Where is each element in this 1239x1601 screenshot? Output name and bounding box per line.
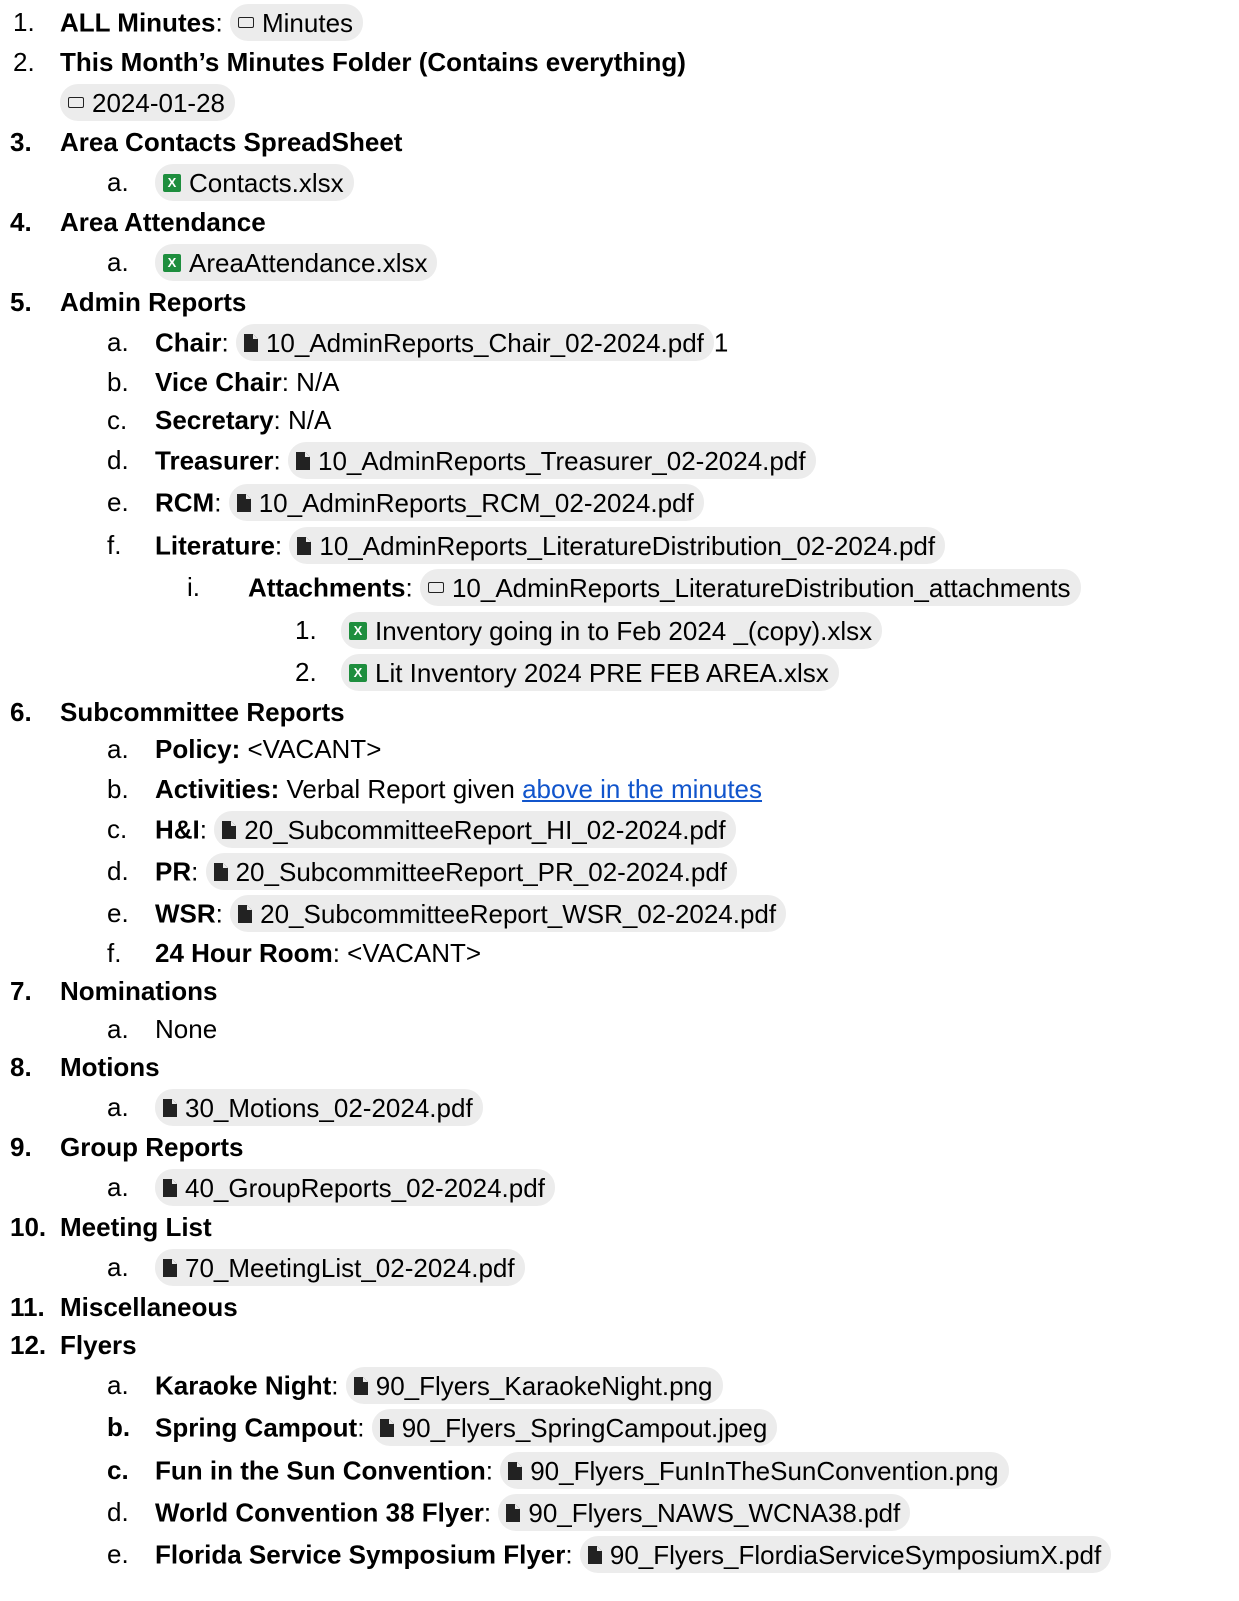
folder-icon bbox=[428, 582, 444, 593]
item-text: N/A bbox=[280, 405, 332, 435]
item-content bbox=[341, 656, 839, 693]
item-content bbox=[155, 444, 816, 481]
list-marker: d. bbox=[107, 445, 129, 475]
file-chip[interactable] bbox=[155, 1169, 555, 1206]
file-chip-name: AreaAttendance.xlsx bbox=[189, 247, 428, 278]
file-chip-name: 10_AdminReports_LiteratureDistribution_02-2024.pdf bbox=[319, 530, 936, 561]
list-marker: b. bbox=[107, 1412, 131, 1442]
list-marker: a. bbox=[107, 327, 129, 357]
item-content bbox=[155, 937, 481, 969]
list-marker: d. bbox=[107, 856, 129, 886]
file-chip[interactable] bbox=[236, 324, 714, 361]
item-label: Karaoke Night bbox=[155, 1370, 332, 1401]
file-chip-name: 10_AdminReports_Chair_02-2024.pdf bbox=[265, 327, 704, 358]
label-separator: : bbox=[221, 327, 229, 358]
item-label: RCM bbox=[155, 487, 215, 518]
file-chip-name: 20_SubcommitteeReport_PR_02-2024.pdf bbox=[235, 856, 728, 887]
item-content bbox=[155, 1171, 555, 1208]
list-marker: a. bbox=[107, 1092, 129, 1122]
item-label: Vice Chair bbox=[155, 367, 282, 397]
list-marker: c. bbox=[107, 405, 128, 435]
file-chip[interactable] bbox=[214, 811, 735, 848]
item-content bbox=[155, 326, 728, 363]
file-chip[interactable] bbox=[230, 895, 786, 932]
item-content bbox=[341, 614, 882, 651]
list-marker: d. bbox=[107, 1497, 129, 1527]
item-content bbox=[155, 733, 381, 765]
label-separator: : bbox=[357, 1412, 365, 1443]
list-marker: a. bbox=[107, 1252, 129, 1282]
list-marker: e. bbox=[107, 898, 129, 928]
item-content bbox=[60, 126, 402, 158]
file-chip[interactable] bbox=[500, 1452, 1008, 1489]
file-chip[interactable] bbox=[155, 164, 354, 201]
document-icon bbox=[506, 1504, 520, 1522]
item-content bbox=[155, 1411, 777, 1448]
item-content bbox=[60, 1329, 137, 1361]
list-marker: a. bbox=[107, 167, 129, 197]
list-marker: 11. bbox=[10, 1292, 45, 1322]
file-chip-name: 10_AdminReports_LiteratureDistribution_attachments bbox=[451, 572, 1071, 603]
list-marker: 3. bbox=[10, 127, 32, 157]
item-label: Literature bbox=[155, 530, 275, 561]
file-chip-name: 2024-01-28 bbox=[92, 87, 225, 118]
document-icon bbox=[163, 1259, 177, 1277]
label-separator: : bbox=[281, 367, 289, 397]
file-chip-name: Inventory going in to Feb 2024 _(copy).xlsx bbox=[375, 615, 873, 646]
item-label: Florida Service Symposium Flyer bbox=[155, 1539, 566, 1570]
item-label: Group Reports bbox=[60, 1132, 244, 1162]
item-content bbox=[155, 166, 354, 203]
document-icon bbox=[380, 1419, 394, 1437]
list-marker: 12. bbox=[10, 1330, 47, 1360]
item-content bbox=[155, 486, 704, 523]
minutes-link[interactable]: above in the minutes bbox=[522, 774, 763, 804]
label-separator: : bbox=[215, 898, 223, 929]
file-chip[interactable] bbox=[288, 442, 816, 479]
file-chip-name: 20_SubcommitteeReport_HI_02-2024.pdf bbox=[244, 814, 726, 845]
item-content bbox=[60, 286, 246, 318]
item-text: <VACANT> bbox=[339, 938, 482, 968]
file-chip-name: Minutes bbox=[262, 7, 354, 38]
list-marker: 4. bbox=[10, 207, 32, 237]
file-chip[interactable] bbox=[372, 1409, 778, 1446]
file-chip-name: 70_MeetingList_02-2024.pdf bbox=[185, 1252, 515, 1283]
spreadsheet-icon: X bbox=[349, 622, 367, 640]
file-chip-name: 90_Flyers_KaraokeNight.png bbox=[375, 1370, 713, 1401]
folder-icon bbox=[238, 17, 254, 28]
item-label: Nominations bbox=[60, 976, 218, 1006]
item-label: Activities: bbox=[155, 774, 280, 804]
document-icon bbox=[222, 821, 236, 839]
item-content bbox=[60, 1051, 160, 1083]
list-marker: e. bbox=[107, 1539, 129, 1569]
item-content bbox=[60, 206, 266, 238]
file-chip-name: 10_AdminReports_Treasurer_02-2024.pdf bbox=[318, 445, 806, 476]
item-label: Treasurer bbox=[155, 445, 274, 476]
item-content bbox=[60, 975, 217, 1007]
label-separator: : bbox=[199, 814, 208, 845]
file-chip[interactable] bbox=[230, 4, 363, 41]
file-chip[interactable] bbox=[229, 484, 704, 521]
label-separator: : bbox=[405, 572, 413, 603]
file-chip[interactable] bbox=[155, 1249, 525, 1286]
file-chip-name: 20_SubcommitteeReport_WSR_02-2024.pdf bbox=[260, 898, 777, 929]
item-content bbox=[155, 404, 331, 436]
document-icon bbox=[354, 1377, 368, 1395]
item-label: Miscellaneous bbox=[60, 1292, 238, 1322]
item-text: <VACANT> bbox=[240, 734, 382, 764]
item-label: Chair bbox=[155, 327, 222, 358]
spreadsheet-icon: X bbox=[349, 664, 367, 682]
item-content bbox=[60, 696, 345, 728]
item-label: Meeting List bbox=[60, 1212, 212, 1242]
list-marker: f. bbox=[107, 938, 122, 968]
item-label: Motions bbox=[60, 1052, 160, 1082]
document-icon bbox=[244, 334, 258, 352]
spreadsheet-icon: X bbox=[163, 174, 181, 192]
label-separator: : bbox=[215, 7, 223, 38]
document-icon bbox=[163, 1179, 177, 1197]
item-label: H&I bbox=[155, 814, 200, 845]
list-marker: 10. bbox=[10, 1212, 47, 1242]
item-content bbox=[155, 813, 736, 850]
label-separator: : bbox=[274, 530, 283, 561]
item-label: Secretary bbox=[155, 405, 274, 435]
file-chip-name: 90_Flyers_FunInTheSunConvention.png bbox=[530, 1455, 999, 1486]
file-chip[interactable] bbox=[155, 244, 437, 281]
document-icon bbox=[588, 1546, 602, 1564]
item-content bbox=[155, 1496, 910, 1533]
file-chip[interactable] bbox=[60, 84, 235, 121]
label-separator: : bbox=[565, 1539, 573, 1570]
list-marker: 7. bbox=[10, 976, 32, 1006]
item-content bbox=[155, 1454, 1009, 1491]
item-label: Spring Campout bbox=[155, 1412, 358, 1443]
label-separator: : bbox=[483, 1497, 492, 1528]
label-separator: : bbox=[485, 1455, 493, 1486]
document-icon bbox=[237, 494, 251, 512]
list-marker: c. bbox=[107, 1455, 129, 1485]
file-chip-name: 10_AdminReports_RCM_02-2024.pdf bbox=[258, 487, 694, 518]
item-content bbox=[60, 6, 363, 43]
file-chip-name: 40_GroupReports_02-2024.pdf bbox=[185, 1172, 545, 1203]
list-marker: 2. bbox=[295, 657, 317, 687]
file-chip[interactable] bbox=[341, 612, 882, 649]
label-separator: : bbox=[214, 487, 222, 518]
list-marker: a. bbox=[107, 1370, 129, 1400]
item-label: 24 Hour Room bbox=[155, 938, 333, 968]
list-marker: a. bbox=[107, 1014, 129, 1044]
list-marker: 8. bbox=[10, 1052, 32, 1082]
item-label: Subcommittee Reports bbox=[60, 697, 345, 727]
item-text: N/A bbox=[288, 367, 340, 397]
file-chip[interactable] bbox=[341, 654, 839, 691]
item-content bbox=[155, 246, 437, 283]
list-marker: a. bbox=[107, 734, 129, 764]
document-icon bbox=[238, 905, 252, 923]
item-content bbox=[155, 1369, 723, 1406]
item-content bbox=[155, 1091, 483, 1128]
label-separator: : bbox=[273, 445, 281, 476]
file-chip[interactable] bbox=[289, 527, 945, 564]
label-separator: : bbox=[332, 938, 340, 968]
document-icon bbox=[508, 1462, 522, 1480]
item-content bbox=[60, 1131, 243, 1163]
item-content bbox=[155, 773, 762, 805]
list-marker: 9. bbox=[10, 1132, 32, 1162]
list-marker: b. bbox=[107, 367, 129, 397]
file-chip[interactable] bbox=[206, 853, 737, 890]
item-label: Policy: bbox=[155, 734, 241, 764]
item-content bbox=[155, 366, 340, 398]
item-label: This Month’s Minutes Folder (Contains everything) bbox=[60, 47, 686, 77]
file-chip-name: Lit Inventory 2024 PRE FEB AREA.xlsx bbox=[375, 657, 829, 688]
list-marker: e. bbox=[107, 487, 129, 517]
label-separator: : bbox=[273, 405, 281, 435]
item-label: PR bbox=[155, 856, 192, 887]
item-content bbox=[248, 571, 1081, 608]
file-chip-name: Contacts.xlsx bbox=[189, 167, 344, 198]
item-content bbox=[155, 1013, 217, 1045]
item-label: Area Contacts SpreadSheet bbox=[60, 127, 403, 157]
file-chip-name: 30_Motions_02-2024.pdf bbox=[185, 1092, 473, 1123]
item-content bbox=[60, 1211, 212, 1243]
item-content bbox=[155, 855, 737, 892]
item-content bbox=[60, 1291, 238, 1323]
folder-icon bbox=[68, 97, 84, 108]
item-label: Area Attendance bbox=[60, 207, 266, 237]
item-content bbox=[155, 529, 945, 566]
file-chip[interactable] bbox=[498, 1494, 910, 1531]
item-content bbox=[60, 86, 235, 123]
document-icon bbox=[296, 452, 310, 470]
list-marker: 6. bbox=[10, 697, 32, 727]
item-label: ALL Minutes bbox=[60, 7, 216, 38]
list-marker: 1. bbox=[295, 615, 317, 645]
list-marker: i. bbox=[187, 572, 200, 602]
list-marker: f. bbox=[107, 530, 122, 560]
list-marker: 1. bbox=[13, 7, 35, 37]
label-separator: : bbox=[191, 856, 199, 887]
file-chip[interactable] bbox=[420, 569, 1081, 606]
item-label: Admin Reports bbox=[60, 287, 247, 317]
item-label: Fun in the Sun Convention bbox=[155, 1455, 486, 1486]
item-content bbox=[155, 1538, 1111, 1575]
document-icon bbox=[214, 863, 228, 881]
item-content bbox=[155, 1251, 525, 1288]
item-text: None bbox=[155, 1014, 218, 1044]
item-text: Verbal Report given bbox=[279, 774, 523, 804]
document-icon bbox=[297, 537, 311, 555]
label-separator: : bbox=[331, 1370, 339, 1401]
list-marker: b. bbox=[107, 774, 129, 804]
list-marker: a. bbox=[107, 247, 129, 277]
file-chip[interactable] bbox=[580, 1536, 1111, 1573]
file-chip-name: 90_Flyers_SpringCampout.jpeg bbox=[401, 1412, 768, 1443]
item-content bbox=[60, 46, 686, 78]
file-chip[interactable] bbox=[346, 1367, 723, 1404]
list-marker: 2. bbox=[13, 47, 35, 77]
item-label: Flyers bbox=[60, 1330, 137, 1360]
spreadsheet-icon: X bbox=[163, 254, 181, 272]
list-marker: 5. bbox=[10, 287, 32, 317]
list-marker: a. bbox=[107, 1172, 129, 1202]
item-label: WSR bbox=[155, 898, 216, 929]
item-label: Attachments bbox=[248, 572, 406, 603]
trailing-text: 1 bbox=[713, 327, 729, 358]
document-icon bbox=[163, 1099, 177, 1117]
file-chip[interactable] bbox=[155, 1089, 483, 1126]
item-label: World Convention 38 Flyer bbox=[155, 1497, 484, 1528]
file-chip-name: 90_Flyers_NAWS_WCNA38.pdf bbox=[528, 1497, 901, 1528]
file-chip-name: 90_Flyers_FlordiaServiceSymposiumX.pdf bbox=[609, 1539, 1102, 1570]
item-content bbox=[155, 897, 786, 934]
list-marker: c. bbox=[107, 814, 128, 844]
